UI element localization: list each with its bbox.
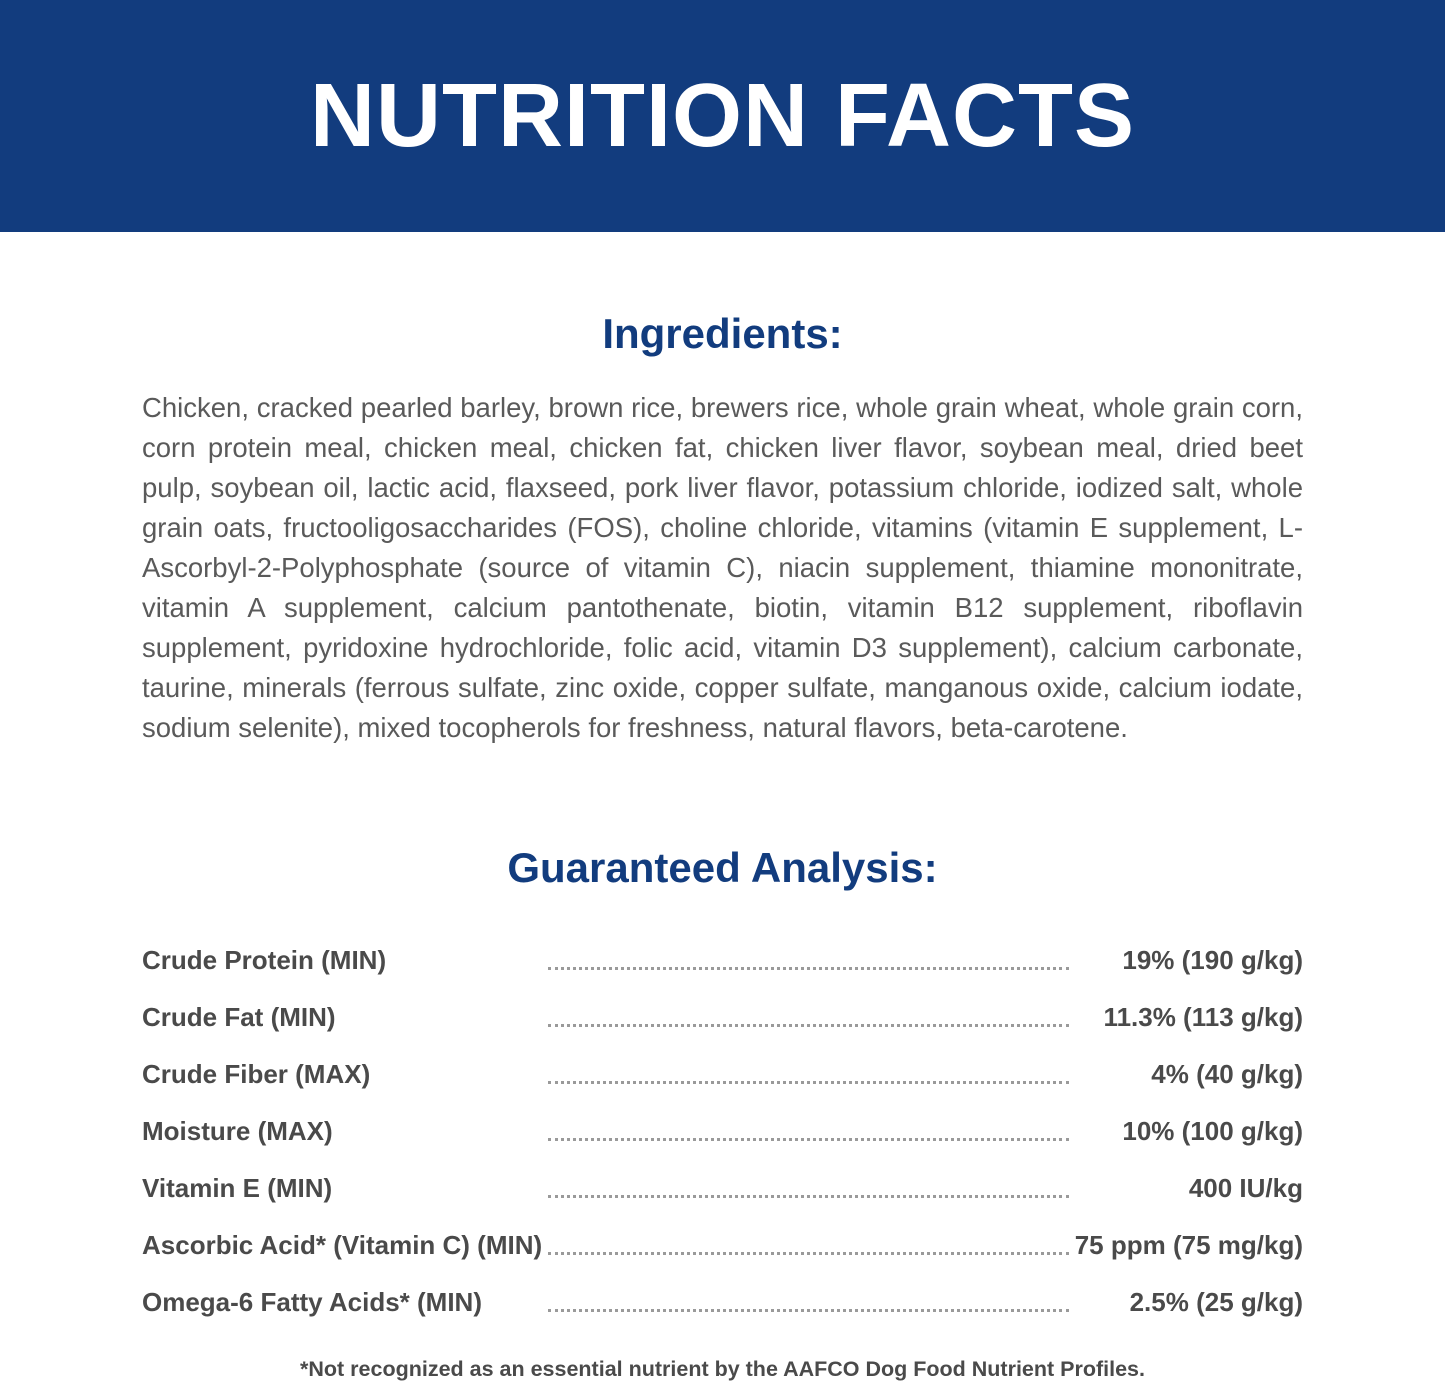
nutrient-value: 11.3% (113 g/kg) <box>1103 1001 1303 1032</box>
nutrient-label: Crude Fat (MIN) <box>142 1001 336 1032</box>
guaranteed-analysis-table <box>142 922 1303 1321</box>
table-row <box>142 1264 1303 1321</box>
table-row <box>142 1150 1303 1207</box>
nutrient-value: 2.5% (25 g/kg) <box>1129 1286 1303 1317</box>
page-content <box>0 232 1445 1382</box>
table-row <box>142 922 1303 979</box>
table-row <box>142 1093 1303 1150</box>
nutrient-value: 75 ppm (75 mg/kg) <box>1074 1229 1303 1260</box>
leader-dots <box>542 1036 1075 1093</box>
nutrient-value: 4% (40 g/kg) <box>1151 1058 1303 1089</box>
page-title: NUTRITION FACTS <box>310 66 1135 166</box>
page-header-banner <box>0 0 1445 232</box>
leader-dots <box>542 1093 1075 1150</box>
nutrient-label: Crude Protein (MIN) <box>142 944 387 975</box>
table-row <box>142 1036 1303 1093</box>
nutrient-value: 10% (100 g/kg) <box>1122 1115 1303 1146</box>
leader-dots <box>542 979 1075 1036</box>
nutrient-label: Ascorbic Acid* (Vitamin C) (MIN) <box>142 1229 543 1260</box>
nutrient-value: 19% (190 g/kg) <box>1122 944 1303 975</box>
table-row <box>142 979 1303 1036</box>
nutrient-label: Vitamin E (MIN) <box>142 1172 333 1203</box>
aafco-footnote: *Not recognized as an essential nutrient by the AAFCO Dog Food Nutrient Profiles. <box>300 1356 1145 1381</box>
nutrient-value: 400 IU/kg <box>1188 1172 1303 1203</box>
guaranteed-analysis-heading: Guaranteed Analysis: <box>507 843 938 891</box>
ingredients-text: Chicken, cracked pearled barley, brown rice, brewers rice, whole grain wheat, whole grain corn, corn protein meal, chicken meal, chicken fat, chicken liver flavor, soybean meal, dried beet pulp, soybean oil, lactic acid, flaxseed, pork liver flavor, potassium chloride, iodized salt, whole grain oats, fructooligosaccharides (FOS), choline chloride, vitamins (vitamin E supplement, L-Ascorbyl-2-Polyphosphate (source of vitamin C), niacin supplement, thiamine mononitrate, vitamin A supplement, calcium pantothenate, biotin, vitamin B12 supplement, riboflavin supplement, pyridoxine hydrochloride, folic acid, vitamin D3 supplement), calcium carbonate, taurine, minerals (ferrous sulfate, zinc oxide, copper sulfate, manganous oxide, calcium iodate, sodium selenite), mixed tocopherols for freshness, natural flavors, beta-carotene. <box>142 392 1303 743</box>
leader-dots <box>542 1264 1075 1321</box>
leader-dots <box>542 1207 1075 1264</box>
ingredients-heading: Ingredients: <box>602 310 843 357</box>
leader-dots <box>542 1150 1075 1207</box>
nutrient-label: Crude Fiber (MAX) <box>142 1058 371 1089</box>
leader-dots <box>542 922 1075 979</box>
nutrient-label: Moisture (MAX) <box>142 1115 333 1146</box>
nutrient-label: Omega-6 Fatty Acids* (MIN) <box>142 1286 482 1317</box>
table-row <box>142 1207 1303 1264</box>
